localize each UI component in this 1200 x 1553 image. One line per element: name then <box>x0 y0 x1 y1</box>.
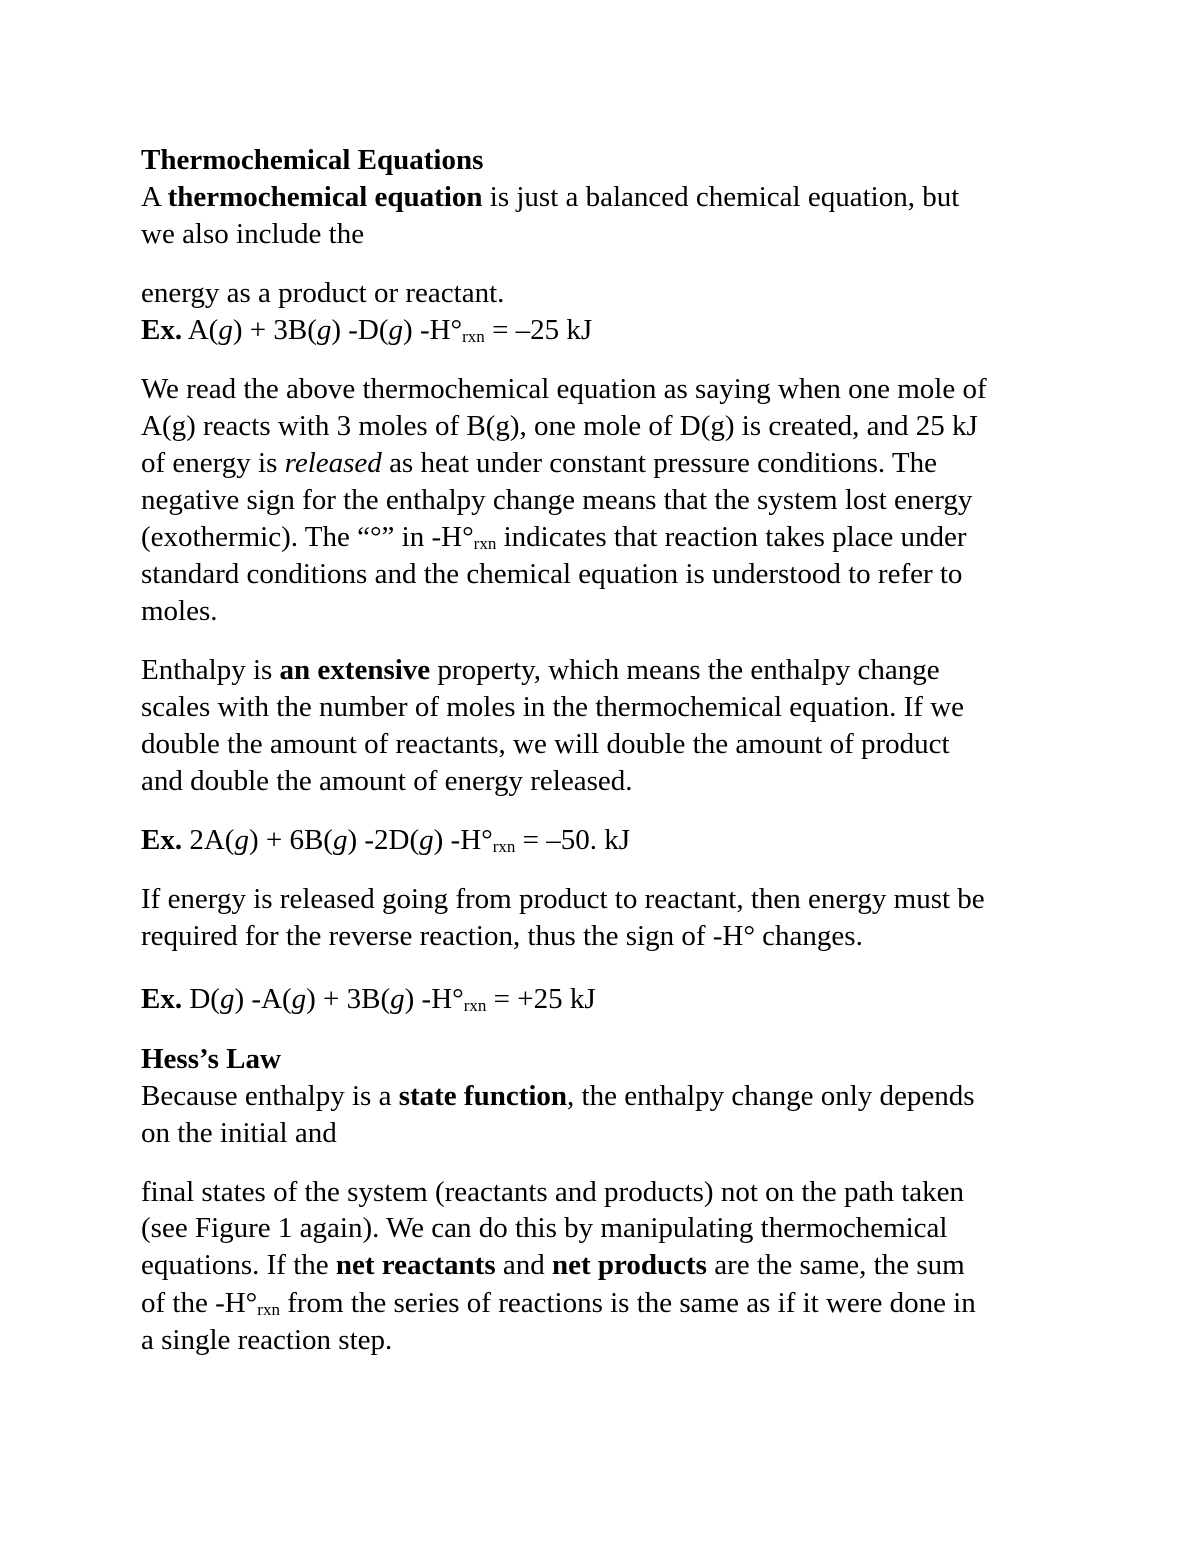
paragraph-line: moles. <box>141 595 218 627</box>
example-label: Ex. <box>141 824 183 856</box>
example-label: Ex. <box>141 314 183 346</box>
subscript: rxn <box>463 996 487 1015</box>
example-equation-2: Ex. 2A(g) + 6B(g) -2D(g) -H°rxn = –50. kJ <box>141 824 631 856</box>
paragraph-line: of energy is released as heat under constant pressure conditions. The <box>141 447 937 479</box>
paragraph-line: final states of the system (reactants and products) not on the path taken <box>141 1176 965 1208</box>
bold-term: thermochemical equation <box>167 181 483 213</box>
subscript: rxn <box>462 327 485 346</box>
paragraph-line: energy as a product or reactant. <box>141 277 505 309</box>
bold-term: net reactants <box>335 1249 496 1281</box>
section-heading-thermochemical-equations: Thermochemical Equations <box>141 144 484 176</box>
example-label: Ex. <box>141 983 183 1015</box>
paragraph-line: We read the above thermochemical equation as saying when one mole of <box>141 373 987 405</box>
example-equation-3: Ex. D(g) -A(g) + 3B(g) -H°rxn = +25 kJ <box>141 983 596 1015</box>
paragraph-line: of the -H°rxn from the series of reactions is the same as if it were done in <box>141 1287 976 1319</box>
paragraph-line: (see Figure 1 again). We can do this by manipulating thermochemical <box>141 1212 948 1244</box>
paragraph-line: on the initial and <box>141 1117 337 1149</box>
section-heading-hess-law: Hess’s Law <box>141 1043 281 1075</box>
subscript: rxn <box>257 1300 280 1319</box>
paragraph-line: a single reaction step. <box>141 1324 393 1356</box>
paragraph-line: required for the reverse reaction, thus the sign of -H° changes. <box>141 920 863 952</box>
paragraph-line: scales with the number of moles in the thermochemical equation. If we <box>141 691 965 723</box>
italic-term: released <box>284 447 382 479</box>
paragraph-line: and double the amount of energy released. <box>141 765 633 797</box>
example-equation-1: Ex. A(g) + 3B(g) -D(g) -H°rxn = –25 kJ <box>141 314 593 346</box>
bold-term: an extensive <box>279 654 431 686</box>
paragraph-line: negative sign for the enthalpy change means that the system lost energy <box>141 484 973 516</box>
subscript: rxn <box>492 837 516 856</box>
paragraph-line: we also include the <box>141 218 365 250</box>
paragraph-line: Because enthalpy is a state function, the enthalpy change only depends <box>141 1080 975 1112</box>
paragraph-line: standard conditions and the chemical equation is understood to refer to <box>141 558 963 590</box>
subscript: rxn <box>473 534 497 553</box>
paragraph-line: equations. If the net reactants and net products are the same, the sum <box>141 1249 965 1281</box>
paragraph-line: double the amount of reactants, we will double the amount of product <box>141 728 950 760</box>
paragraph-line: Enthalpy is an extensive property, which means the enthalpy change <box>141 654 940 686</box>
paragraph-line: A thermochemical equation is just a balanced chemical equation, but <box>141 181 960 213</box>
bold-term: net products <box>552 1249 707 1281</box>
bold-term: state function <box>398 1080 568 1112</box>
paragraph-line: (exothermic). The “°” in -H°rxn indicates that reaction takes place under <box>141 521 967 553</box>
paragraph-line: A(g) reacts with 3 moles of B(g), one mole of D(g) is created, and 25 kJ <box>141 410 978 442</box>
paragraph-line: If energy is released going from product to reactant, then energy must be <box>141 883 985 915</box>
